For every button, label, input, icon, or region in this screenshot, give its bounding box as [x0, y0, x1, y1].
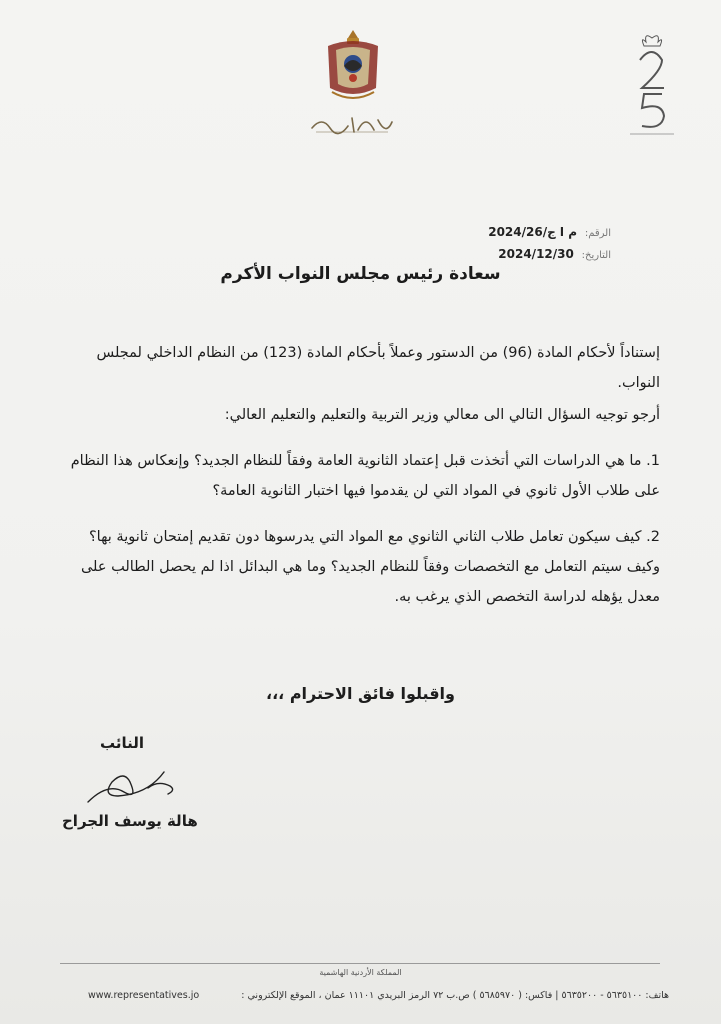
handwritten-signature — [78, 752, 198, 812]
reference-block — [488, 222, 611, 266]
signer-name: هالة يوسف الجراح — [62, 812, 198, 830]
reference-number-label: الرقم: — [584, 228, 611, 239]
reference-number-row — [488, 222, 611, 244]
question-2: 2. كيف سيكون تعامل طلاب الثاني الثانوي مع المواد التي يدرسوها دون تقديم إمتحان ثانوية بها؟ وكيف سيتم التعامل مع التخصصات وفقاً للنظام الجديد؟ وما هي البدائل اذا لم يحصل الطالب على معدل يؤهله لدراسة التخصص الذي يرغب به. — [80, 529, 660, 605]
reference-date-row — [488, 244, 611, 266]
request-paragraph: أرجو توجيه السؤال التالي الى معالي وزير التربية والتعليم والتعليم العالي: — [224, 407, 660, 423]
question-1: 1. ما هي الدراسات التي أتخذت قبل إعتماد الثانوية العامة وفقاً للنظام الجديد؟ وإنعكاس هذا النظام على طلاب الأول ثانوي في المواد التي لن يقدموا فيها اختبار الثانوية العامة؟ — [70, 453, 660, 499]
footer-divider — [60, 963, 660, 964]
footer-organization: المملكة الأردنية الهاشمية — [319, 968, 402, 977]
reference-date-value: 2024/12/30 — [498, 247, 574, 261]
letter-title: سعادة رئيس مجلس النواب الأكرم — [220, 264, 501, 284]
footer-contact-info: هاتف: ٥٦٣٥١٠٠ - ٥٦٣٥٢٠٠ | فاكس: ( ٥٦٨٥٩٧٠ ) ص.ب ٧٢ الرمز البريدي ١١١٠١ عمان ، الموقع الإلكتروني : — [241, 990, 669, 1001]
reference-date-label: التاريخ: — [581, 250, 611, 261]
footer-website-link[interactable]: www.representatives.jo — [88, 990, 200, 1001]
royal-crest-logo — [322, 26, 384, 106]
reference-number-value: م ا ج/2024/26 — [488, 225, 578, 239]
closing-line: واقبلوا فائق الاحترام ،،، — [266, 684, 455, 703]
intro-paragraph: إستناداً لأحكام المادة (96) من الدستور وعملاً بأحكام المادة (123) من النظام الداخلي لمجلس النواب. — [96, 345, 660, 391]
signer-role: النائب — [100, 734, 145, 752]
council-calligraphy-logo — [308, 108, 396, 138]
silver-jubilee-25-logo — [622, 30, 682, 140]
